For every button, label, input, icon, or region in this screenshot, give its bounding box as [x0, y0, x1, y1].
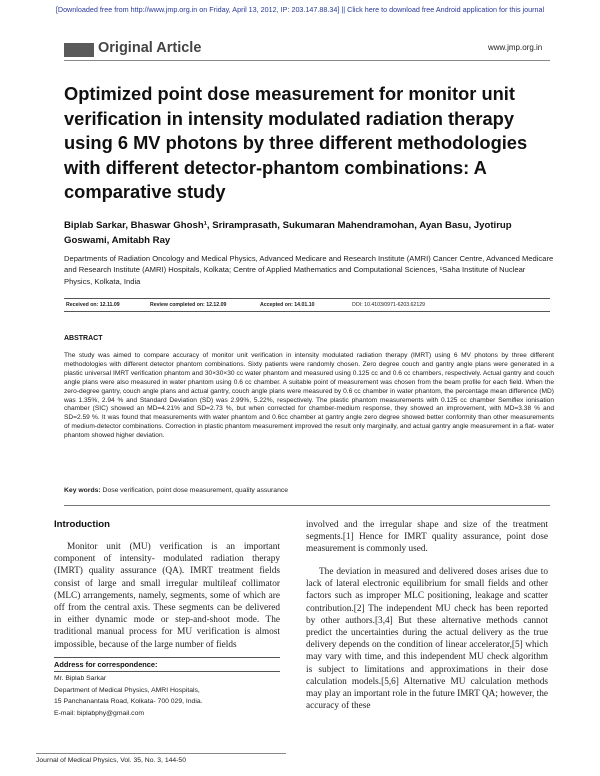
- corr-dept: Department of Medical Physics, AMRI Hospitals,: [54, 686, 200, 694]
- keywords-label: Key words:: [64, 487, 101, 494]
- review-date: Review completed on: 12.12.09: [150, 301, 227, 308]
- correspondence-heading: Address for correspondence:: [54, 660, 158, 669]
- abstract-text: The study was aimed to compare accuracy of monitor unit verification in intensity modulated radiation therapy (IMRT) using 6 MV photons by three different methodologies with different detector phantom combinations. Sixty patients were randomly chosen. Zero degree couch and gantry angle plans were generated in a plastic universal IMRT verification phantom and 30×30×30 cc water phantom and measured using 0.125 cc and 0.6 cc chambers, respectively. Actual gantry and couch angle plans were also measured in water phantom using 0.6 cc chamber. A suitable point of measurement was chosen from the beam profile for each field. When the zero-degree gantry, couch angle plans and actual gantry, couch angle plans were measured by 0.6 cc chamber in water phantom, the percentage mean difference (MD) was 1.35%, 2.94 % and Standard Deviation (SD) was 2.99%, 5.22%, respectively. The plastic phantom measurements with 0.125 cc chamber Semiflex ionisation chamber (SIC) showed an MD=4.21% and SD=2.73 %, but when corrected for chamber-medium response, they showed an improvement, with MD=3.38 % and SD=2.59 %. It was found that measurements with water phantom and 0.6cc chamber at gantry angle zero degree showed better conformity than other measurements of medium-detector combinations. Correction in plastic phantom measurement improved the result only marginally, and actual gantry angle measurement in a flat- water phantom showed higher deviation.: [64, 352, 554, 440]
- intro-left-paragraph: Monitor unit (MU) verification is an important component of intensity- modulated radiation therapy (IMRT) quality assurance (QA). IMRT treatment fields consist of large and small irregular multileaf collimator (MLC) arrangements, namely, segments, some of which are off from the central axis. These segments can be delivered in either dynamic mode or step-and-shoot mode. The traditional manual process for MU verification is almost impossible, because of the large number of fields: [54, 542, 280, 650]
- footer-rule: [36, 753, 286, 754]
- corr-email[interactable]: E-mail: biplabphy@gmail.com: [54, 709, 145, 717]
- section-label: Original Article: [98, 40, 202, 56]
- section-marker-block: [64, 43, 94, 57]
- journal-footer: Journal of Medical Physics, Vol. 35, No. 3, 144-50: [36, 757, 186, 764]
- introduction-heading: Introduction: [54, 519, 110, 530]
- keywords-text: Dose verification, point dose measurement, quality assurance: [102, 487, 289, 494]
- doi[interactable]: DOI: 10.4103/0971-6203.62129: [352, 301, 425, 308]
- download-banner[interactable]: [0, 5, 600, 14]
- received-date: Received on: 12.11.09: [66, 301, 120, 308]
- download-source-text[interactable]: [Downloaded free from http://www.jmp.org.in on Friday, April 13, 2012, IP: 203.147.88.34]: [55, 5, 340, 14]
- abstract-heading: ABSTRACT: [64, 335, 103, 342]
- corr-name: Mr. Biplab Sarkar: [54, 675, 107, 682]
- header-divider: [64, 60, 550, 61]
- article-title: Optimized point dose measurement for monitor unit verification in intensity modulated radiation therapy using 6 MV photons by three different methodologies with different detector-phantom combinations: A comparative study: [64, 83, 528, 202]
- android-app-link[interactable]: Click here to download free Android application for this journal: [347, 5, 545, 14]
- intro-right-paragraph-1: involved and the irregular shape and size of the treatment segments.[1] Hence for IMRT quality assurance, point dose measurement is commonly used.: [306, 520, 548, 555]
- author-list: Biplab Sarkar, Bhaswar Ghosh¹, Sriramprasath, Sukumaran Mahendramohan, Ayan Basu, Jyotirup Goswami, Amitabh Ray: [64, 220, 512, 246]
- correspondence-block: [54, 673, 280, 719]
- abstract-divider: [64, 505, 550, 506]
- article-dates-bar: [64, 298, 550, 312]
- corr-address: 15 Panchanantala Road, Kolkata- 700 029, India.: [54, 698, 203, 705]
- journal-url[interactable]: www.jmp.org.in: [488, 43, 543, 52]
- intro-right-paragraph-2: The deviation in measured and delivered doses arises due to lack of lateral electronic equilibrium for small fields and other factors such as improper MLC positioning, leakage and scatter contribution.[2] The independent MU check has been reported by other authors.[3,4] But these alternative methods cannot predict the uncertainties during the actual delivery as the true delivery depends on the condition of linear accelerator,[5] which may vary with time, and this independent MU check algorithm is subject to limitations and approximations in their dose calculation models.[5,6] Alternative MU calculation methods may play an important role in the future IMRT QA; however, the accuracy of these: [306, 567, 548, 712]
- correspondence-top-rule: [54, 657, 280, 658]
- correspondence-rule: [54, 671, 280, 672]
- banner-separator: ||: [341, 5, 346, 14]
- keywords: [64, 487, 288, 494]
- affiliations: Departments of Radiation Oncology and Medical Physics, Advanced Medicare and Research Institute (AMRI) Cancer Centre, Advanced Medicare and Research Institute (AMRI) Hospitals, Kolkata; Centre of Applied Mathematics and Computational Sciences, ¹Saha Institute of Nuclear Physics, Kolkata, India: [64, 254, 554, 286]
- accepted-date: Accepted on: 14.01.10: [260, 301, 315, 308]
